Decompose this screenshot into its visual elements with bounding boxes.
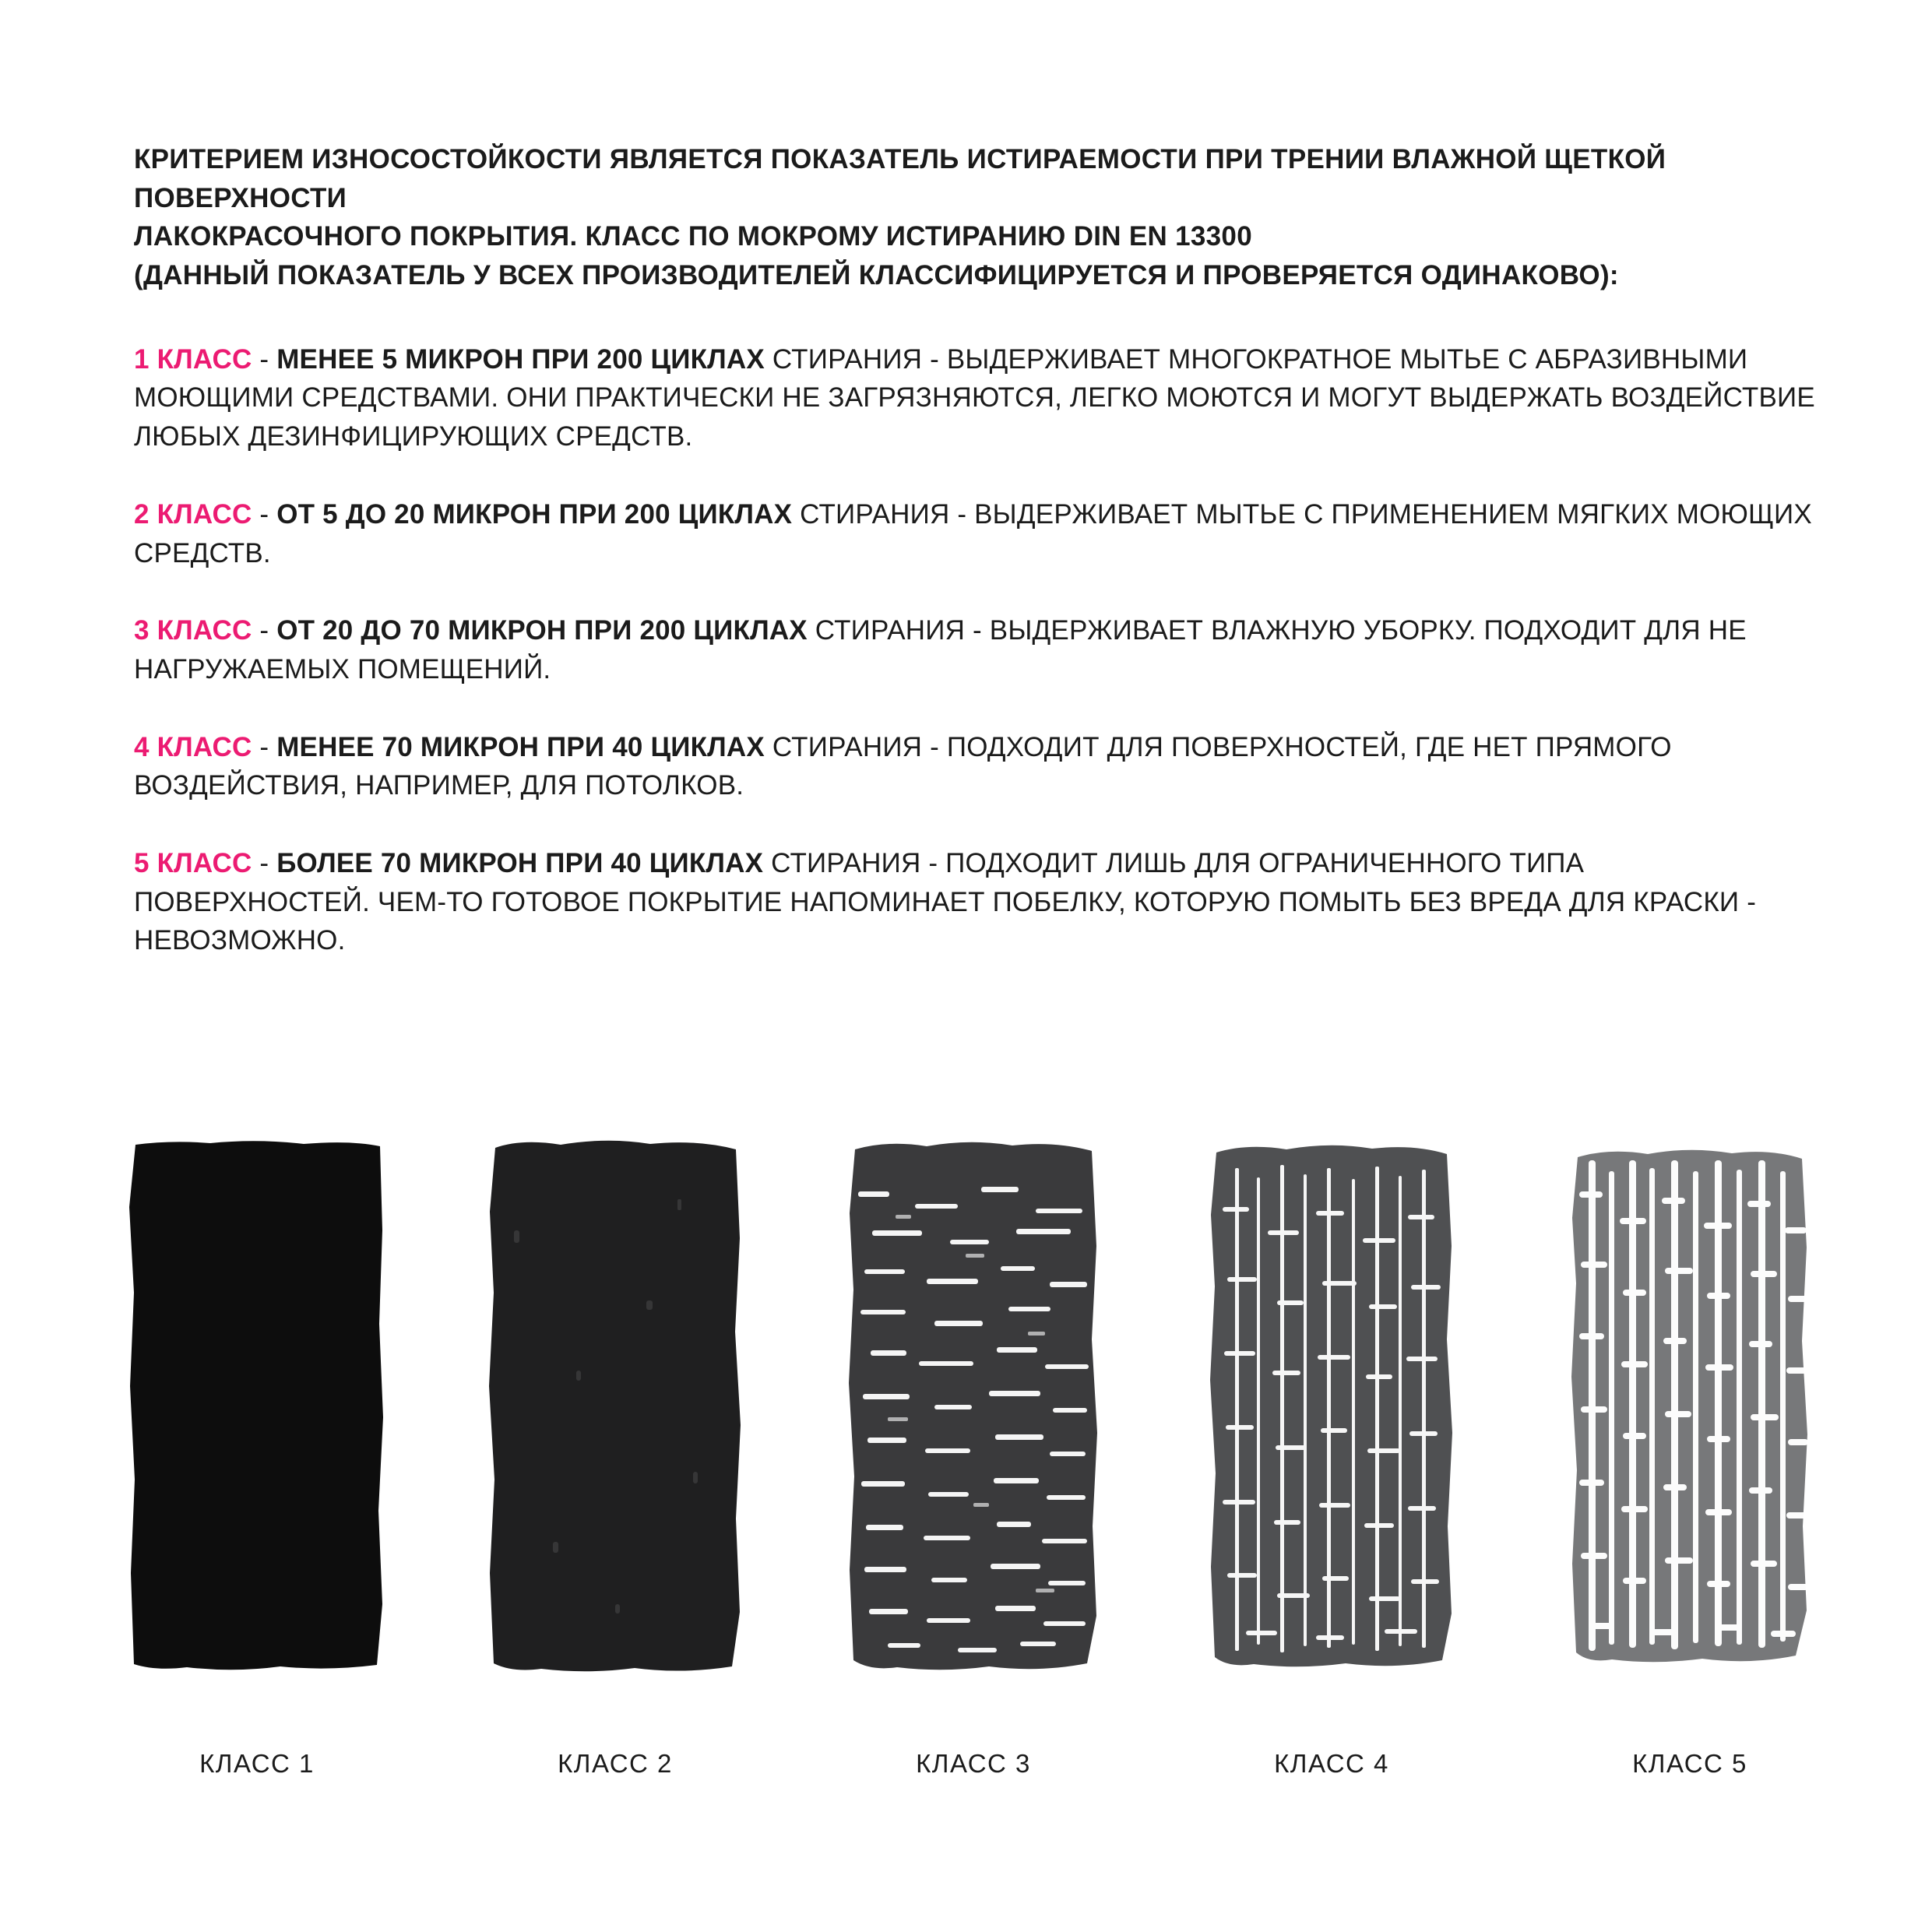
class-item-5	[134, 844, 1815, 960]
swatch-column-4	[1191, 1137, 1472, 1779]
class-dash-2: -	[252, 498, 277, 530]
intro-line-1: КРИТЕРИЕМ ИЗНОСОСТОЙКОСТИ ЯВЛЯЕТСЯ ПОКАЗАТЕЛЬ ИСТИРАЕМОСТИ ПРИ ТРЕНИИ ВЛАЖНОЙ ЩЕТКОЙ ПОВЕРХНОСТИ	[134, 144, 1666, 213]
class-item-3	[134, 611, 1815, 688]
class-label-2: 2 КЛАСС	[134, 498, 252, 530]
swatch-label-3: КЛАСС 3	[916, 1749, 1031, 1778]
intro-line-2: ЛАКОКРАСОЧНОГО ПОКРЫТИЯ. КЛАСС ПО МОКРОМУ ИСТИРАНИЮ DIN EN 13300	[134, 221, 1252, 252]
class-range-3: ОТ 20 ДО 70 МИКРОН ПРИ 200 ЦИКЛАХ	[276, 615, 808, 646]
class-item-2	[134, 495, 1815, 572]
paint-swatch-class-4	[1199, 1137, 1464, 1674]
class-dash-1: -	[252, 343, 277, 375]
class-dash-3: -	[252, 615, 277, 646]
paint-swatch-class-1	[125, 1137, 389, 1674]
intro-line-3: (ДАННЫЙ ПОКАЗАТЕЛЬ У ВСЕХ ПРОИЗВОДИТЕЛЕЙ КЛАССИФИЦИРУЕТСЯ И ПРОВЕРЯЕТСЯ ОДИНАКОВО):	[134, 260, 1619, 291]
class-range-4: МЕНЕЕ 70 МИКРОН ПРИ 40 ЦИКЛАХ	[276, 731, 765, 762]
class-dash-5: -	[252, 847, 277, 878]
class-range-2: ОТ 5 ДО 20 МИКРОН ПРИ 200 ЦИКЛАХ	[276, 498, 793, 530]
class-label-5: 5 КЛАСС	[134, 847, 252, 878]
swatch-column-5	[1550, 1137, 1830, 1779]
class-dash-4: -	[252, 731, 277, 762]
swatch-row	[117, 1137, 1830, 1779]
class-text-2: СТИРАНИЯ - ВЫДЕРЖИВАЕТ МЫТЬЕ С ПРИМЕНЕНИЕМ МЯГКИХ МОЮЩИХ СРЕДСТВ.	[134, 498, 1812, 568]
paint-swatch-class-5	[1557, 1137, 1822, 1674]
swatch-column-3	[833, 1137, 1114, 1779]
swatch-label-4: КЛАСС 4	[1274, 1749, 1389, 1778]
intro-paragraph	[134, 140, 1815, 295]
class-text-4: СТИРАНИЯ - ПОДХОДИТ ДЛЯ ПОВЕРХНОСТЕЙ, ГДЕ НЕТ ПРЯМОГО ВОЗДЕЙСТВИЯ, НАПРИМЕР, ДЛЯ ПОТОЛКОВ.	[134, 731, 1672, 801]
swatch-label-5: КЛАСС 5	[1632, 1749, 1747, 1778]
class-list	[134, 340, 1815, 960]
class-label-1: 1 КЛАСС	[134, 343, 252, 375]
class-label-4: 4 КЛАСС	[134, 731, 252, 762]
class-text-1: СТИРАНИЯ - ВЫДЕРЖИВАЕТ МНОГОКРАТНОЕ МЫТЬЕ С АБРАЗИВНЫМИ МОЮЩИМИ СРЕДСТВАМИ. ОНИ ПРАКТИЧЕСКИ НЕ ЗАГРЯЗНЯЮТСЯ, ЛЕГКО МОЮТСЯ И МОГУТ ВЫДЕРЖАТЬ ВОЗДЕЙСТВИЕ ЛЮБЫХ ДЕЗИНФИЦИРУЮЩИХ СРЕДСТВ.	[134, 343, 1815, 452]
swatch-column-2	[475, 1137, 755, 1779]
paint-swatch-class-2	[483, 1137, 748, 1674]
class-range-1: МЕНЕЕ 5 МИКРОН ПРИ 200 ЦИКЛАХ	[276, 343, 765, 375]
swatch-label-1: КЛАСС 1	[199, 1749, 315, 1778]
class-text-5: СТИРАНИЯ - ПОДХОДИТ ЛИШЬ ДЛЯ ОГРАНИЧЕННОГО ТИПА ПОВЕРХНОСТЕЙ. ЧЕМ-ТО ГОТОВОЕ ПОКРЫТИЕ НАПОМИНАЕТ ПОБЕЛКУ, КОТОРУЮ ПОМЫТЬ БЕЗ ВРЕДА ДЛЯ КРАСКИ - НЕВОЗМОЖНО.	[134, 847, 1757, 956]
paint-swatch-class-3	[841, 1137, 1106, 1674]
class-item-4	[134, 728, 1815, 805]
class-text-3: СТИРАНИЯ - ВЫДЕРЖИВАЕТ ВЛАЖНУЮ УБОРКУ. ПОДХОДИТ ДЛЯ НЕ НАГРУЖАЕМЫХ ПОМЕЩЕНИЙ.	[134, 615, 1747, 684]
class-item-1	[134, 340, 1815, 456]
class-label-3: 3 КЛАСС	[134, 615, 252, 646]
swatch-column-1	[117, 1137, 397, 1779]
swatch-label-2: КЛАСС 2	[558, 1749, 673, 1778]
class-range-5: БОЛЕЕ 70 МИКРОН ПРИ 40 ЦИКЛАХ	[276, 847, 764, 878]
